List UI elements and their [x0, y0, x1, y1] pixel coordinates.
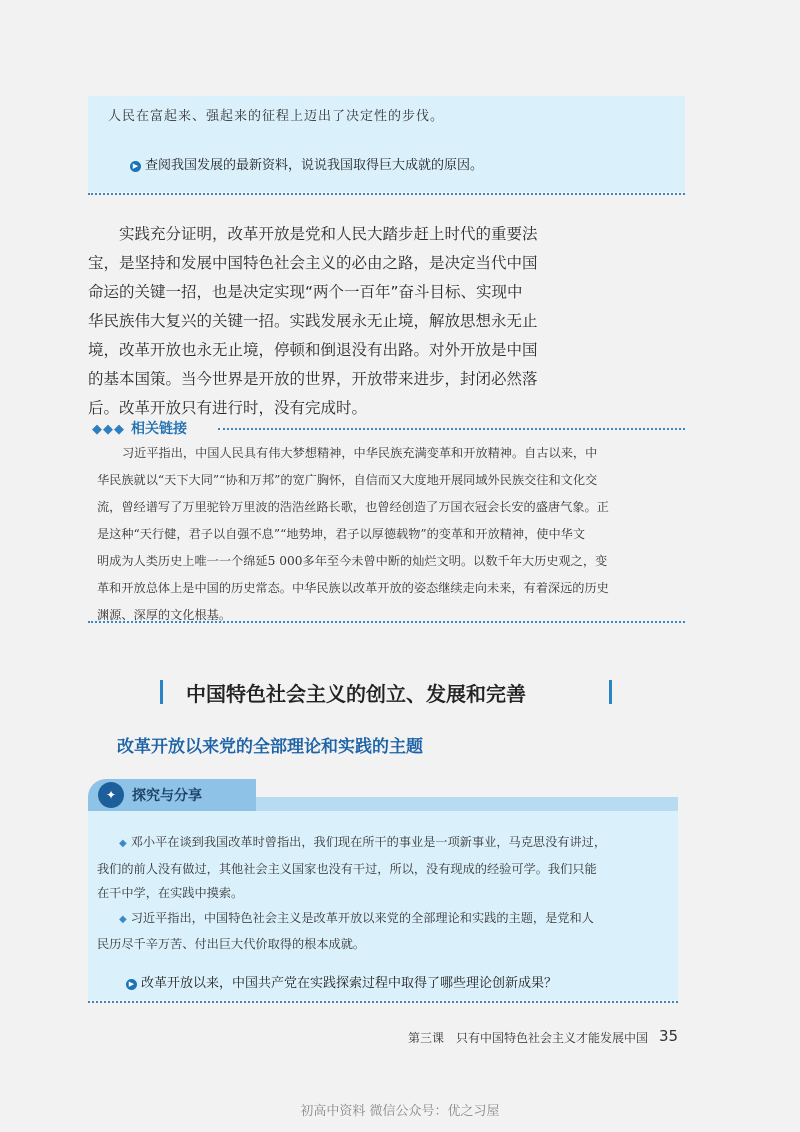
related-link-title: 相关链接 [131, 421, 187, 437]
para-line: 的基本国策。当今世界是开放的世界，开放带来进步，封闭必然落 [88, 370, 538, 388]
para-line: 宝，是坚持和发展中国特色社会主义的必由之路，是决定当代中国 [88, 254, 538, 272]
explore-body [97, 830, 672, 957]
para-line: 实践充分证明，改革开放是党和人民大踏步赶上时代的重要法 [119, 225, 538, 243]
explore-line: ◆ 邓小平在谈到我国改革时曾指出，我们现在所干的事业是一项新事业，马克思没有讲过， [119, 835, 607, 849]
divider-dotted [88, 621, 685, 623]
explore-title: 探究与分享 [132, 788, 202, 804]
link-line: 是这种“天行健，君子以自强不息”“地势坤，君子以厚德载物”的变革和开放精神，使中华文 [97, 527, 586, 541]
link-line: 流，曾经谱写了万里驼铃万里波的浩浩丝路长歌，也曾经创造了万国衣冠会长安的盛唐气象。正 [97, 500, 609, 514]
header-strip [238, 797, 678, 811]
small-diamond-icon: ◆ [119, 913, 127, 925]
top-info-box [88, 96, 685, 192]
top-box-question-text: 查阅我国发展的最新资料，说说我国取得巨大成就的原因。 [145, 158, 484, 173]
top-box-text: 人民在富起来、强起来的征程上迈出了决定性的步伐。 [108, 109, 445, 124]
link-line: 革和开放总体上是中国的历史常态。中华民族以改革开放的姿态继续走向未来，有着深远的历史 [97, 581, 609, 595]
title-bar-left [160, 680, 163, 704]
link-line: 习近平指出，中国人民具有伟大梦想精神，中华民族充满变革和开放精神。自古以来，中 [122, 446, 598, 460]
divider-dotted [88, 193, 685, 195]
explore-question-text: 改革开放以来，中国共产党在实践探索过程中取得了哪些理论创新成果？ [141, 976, 558, 991]
section-title [160, 678, 612, 708]
explore-icon: ✦ [98, 782, 124, 808]
para-line: 命运的关键一招，也是决定实现“两个一百年”奋斗目标、实现中 [88, 283, 523, 301]
explore-line: ◆ 习近平指出，中国特色社会主义是改革开放以来党的全部理论和实践的主题，是党和人 [119, 910, 594, 925]
explore-header [88, 779, 678, 811]
explore-question [126, 972, 557, 991]
divider-dotted [88, 1001, 678, 1003]
section-title-text: 中国特色社会主义的创立、发展和完善 [186, 682, 526, 706]
main-paragraph [88, 220, 588, 423]
explore-line: 我们的前人没有做过，其他社会主义国家也没有干过，所以，没有现成的经验可学。我们只能 [97, 861, 597, 876]
para-line: 境，改革开放也永无止境，停顿和倒退没有出路。对外开放是中国 [88, 341, 538, 359]
arrow-bullet-icon: ▶ [130, 161, 141, 172]
chapter-footer: 第三课 只有中国特色社会主义才能发展中国 [408, 1031, 649, 1045]
small-diamond-icon: ◆ [119, 838, 127, 849]
para-line: 后。改革开放只有进行时，没有完成时。 [88, 399, 368, 417]
top-box-question [130, 154, 483, 173]
page-number: 35 [659, 1027, 679, 1045]
explore-line: 民历尽千辛万苦、付出巨大代价取得的根本成就。 [97, 937, 366, 951]
watermark-text: 初高中资料 微信公众号：优之习屋 [300, 1104, 500, 1119]
para-line: 华民族伟大复兴的关键一招。实践发展永无止境，解放思想永无止 [88, 312, 538, 330]
arrow-bullet-icon: ▶ [126, 979, 137, 990]
link-line: 明成为人类历史上唯一一个绵延5 000多年至今未曾中断的灿烂文明。以数千年大历史观之，变 [97, 554, 608, 568]
title-bar-right [609, 680, 612, 704]
explore-line: 在干中学，在实践中摸索。 [97, 886, 244, 900]
diamond-bullets-icon: ◆◆◆ [92, 422, 125, 437]
link-line: 渊源、深厚的文化根基。 [97, 608, 232, 622]
link-line: 华民族就以“天下大同”“协和万邦”的宽广胸怀，自信而又大度地开展同域外民族交往和文化交 [97, 473, 598, 487]
section-subtitle: 改革开放以来党的全部理论和实践的主题 [117, 737, 423, 757]
related-link-header [92, 418, 187, 438]
divider-dotted [218, 428, 685, 430]
related-link-body [97, 440, 680, 629]
